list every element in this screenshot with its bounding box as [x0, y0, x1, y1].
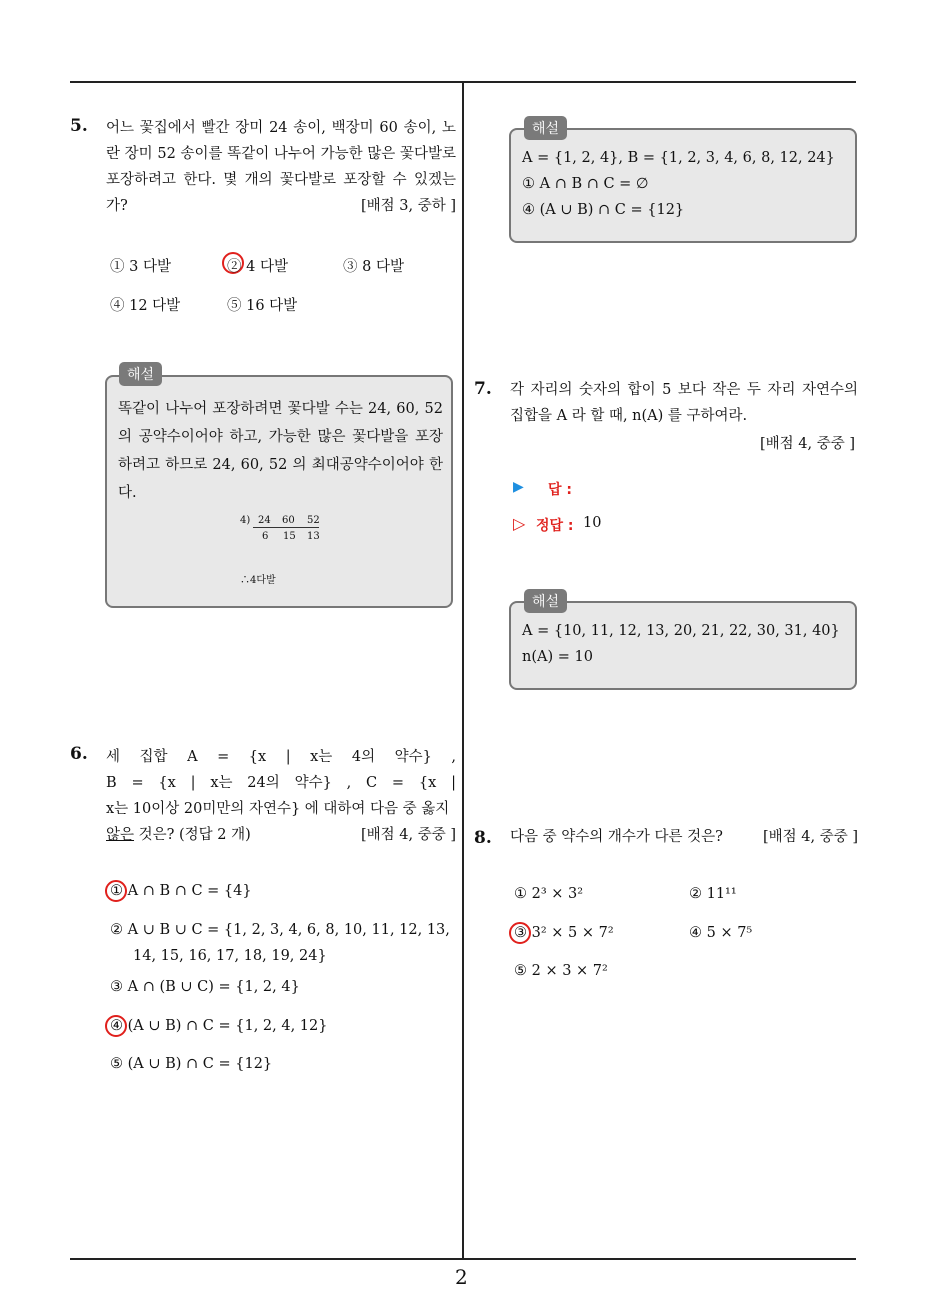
question-8-body: 다음 중 약수의 개수가 다른 것은? [510, 829, 723, 845]
question-8-points: [배점 4, 중중 ] [762, 829, 858, 845]
q6-underlined-word: 않은 [106, 827, 135, 843]
division-bottom-2: 15 [283, 531, 296, 542]
q8-choice-1[interactable]: ① 2³ × 3² [514, 886, 584, 902]
question-7-text: 각 자리의 숫자의 합이 5 보다 작은 두 자리 자연수의 집합을 A 라 할 때, n(A) 를 구하여라. [510, 382, 858, 424]
q8-choice-2[interactable]: ② 11¹¹ [689, 886, 737, 902]
q6-solution-tag: 해설 [524, 116, 567, 140]
q6-solution-line-3: ④ (A ∪ B) ∩ C = {12} [522, 202, 685, 218]
q8-choice-5[interactable]: ⑤ 2 × 3 × 7² [514, 963, 608, 979]
bottom-rule [70, 1258, 856, 1260]
division-bottom-1: 6 [262, 531, 269, 542]
page-number: 2 [455, 1265, 468, 1289]
question-6-points: [배점 4, 중중 ] [360, 827, 456, 843]
correct-label: 정답 : [536, 518, 574, 534]
question-7-number: 7. [474, 379, 492, 399]
q6-choice-3[interactable]: ③ A ∩ (B ∪ C) = {1, 2, 4} [110, 979, 300, 995]
q6-tail: 것은? (정답 2 개) [134, 827, 251, 843]
q5-choice-4[interactable]: ④ 12 다발 [110, 298, 181, 314]
column-divider [462, 81, 464, 1259]
question-8-number: 8. [474, 828, 492, 848]
question-8-text [510, 824, 858, 850]
q5-choice-3[interactable]: ③ 8 다발 [343, 259, 404, 275]
q5-choice-5[interactable]: ⑤ 16 다발 [227, 298, 298, 314]
question-5-text [106, 115, 456, 219]
q6-line-3: x는 10이상 20미만의 자연수} 에 대하여 다음 중 옳지 [106, 801, 450, 817]
question-5-number: 5. [70, 116, 88, 136]
q8-choice-3[interactable]: ③ 3² × 5 × 7² [514, 925, 614, 941]
q6-choice-4[interactable]: ④ (A ∪ B) ∩ C = {1, 2, 4, 12} [110, 1018, 328, 1034]
q7-solution-line-1: A = {10, 11, 12, 13, 20, 21, 22, 30, 31, 40} [522, 623, 840, 639]
q6-line-2: B = {x | x는 24의 약수} , C = {x | [106, 775, 456, 791]
correct-arrow-icon: ▷ [513, 514, 526, 533]
question-5-body: 어느 꽃집에서 빨간 장미 24 송이, 백장미 60 송이, 노란 장미 52 송이를 똑같이 나누어 가능한 많은 꽃다발로 포장하려고 한다. 몇 개의 꽃다발로 포장할 수 있겠는가? [106, 120, 456, 214]
question-7-points: [배점 4, 중중 ] [760, 436, 856, 452]
q6-choice-5[interactable]: ⑤ (A ∪ B) ∩ C = {12} [110, 1056, 273, 1072]
q7-solution-box [509, 601, 857, 690]
q7-solution-line-2: n(A) = 10 [522, 649, 593, 665]
q5-choice-1[interactable]: ① 3 다발 [110, 259, 171, 275]
q6-choice-2-continued: 14, 15, 16, 17, 18, 19, 24} [133, 948, 327, 964]
q7-solution-tag: 해설 [524, 589, 567, 613]
question-6-number: 6. [70, 744, 88, 764]
q6-choice-1[interactable]: ① A ∩ B ∩ C = {4} [110, 883, 252, 899]
division-bottom-3: 13 [307, 531, 320, 542]
q6-line-4 [106, 822, 456, 848]
q6-line-1: 세 집합 A = {x | x는 4의 약수} , [106, 749, 456, 765]
q5-solution-text: 똑같이 나누어 포장하려면 꽃다발 수는 24, 60, 52 의 공약수이어야 하고, 가능한 많은 꽃다발을 포장하려고 하므로 24, 60, 52 의 최대공약수이어야 한다. [118, 401, 443, 501]
q5-conclusion: ∴4다발 [240, 575, 276, 586]
division-top-3: 52 [307, 515, 320, 526]
division-top-2: 60 [282, 515, 295, 526]
q8-choice-4[interactable]: ④ 5 × 7⁵ [689, 925, 753, 941]
q6-solution-line-1: A = {1, 2, 4}, B = {1, 2, 3, 4, 6, 8, 12, 24} [522, 150, 835, 166]
correct-value: 10 [583, 515, 602, 531]
q6-solution-line-2: ① A ∩ B ∩ C = ∅ [522, 176, 649, 192]
answer-label: 답 : [548, 482, 572, 498]
q5-choice-2[interactable]: ② 4 다발 [227, 259, 288, 275]
division-bar [253, 527, 319, 528]
q6-choice-2[interactable]: ② A ∪ B ∪ C = {1, 2, 3, 4, 6, 8, 10, 11, 12, 13, [110, 922, 450, 938]
q5-solution-tag: 해설 [119, 362, 162, 386]
division-divisor: 4) [240, 515, 251, 526]
division-top-1: 24 [258, 515, 271, 526]
answer-arrow-icon: ▶ [513, 479, 524, 495]
question-5-points: [배점 3, 중하 ] [360, 198, 456, 214]
